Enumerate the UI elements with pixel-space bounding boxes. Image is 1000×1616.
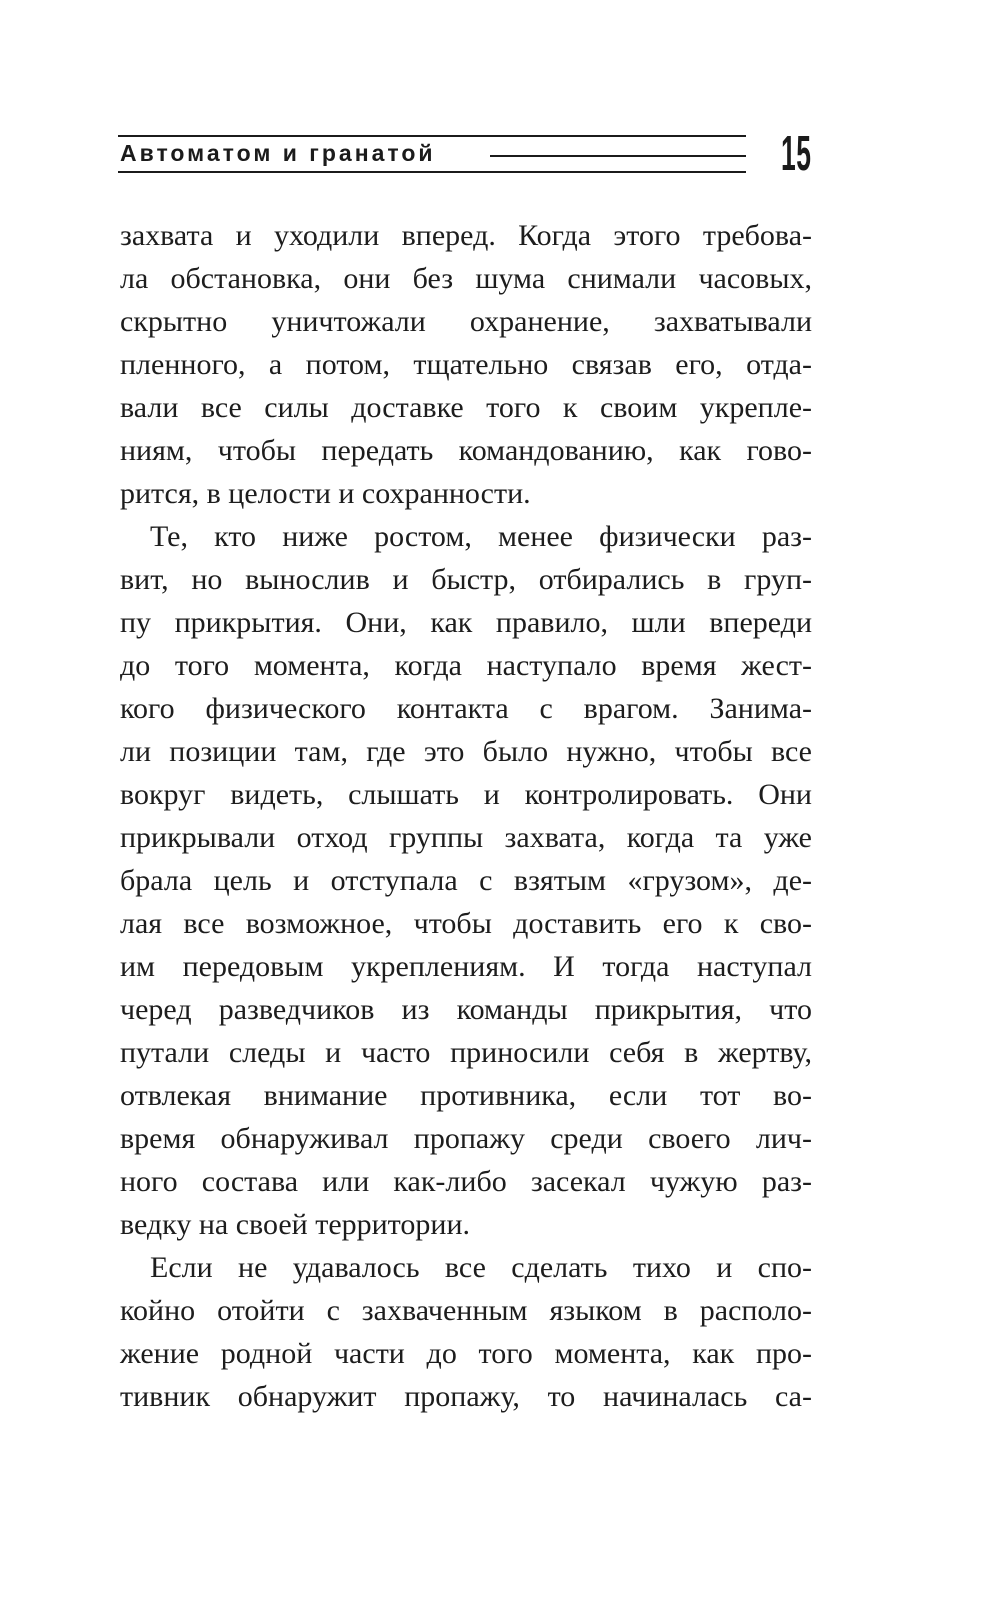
text-line: ли позиции там, где это было нужно, чтобы все xyxy=(120,735,812,768)
text-line: ного состава или как-либо засекал чужую раз- xyxy=(120,1165,812,1198)
page-header xyxy=(118,127,812,181)
text-line: брала цель и отступала с взятым «грузом», де- xyxy=(120,864,812,897)
text-line: жение родной части до того момента, как про- xyxy=(120,1337,812,1370)
text-line: ла обстановка, они без шума снимали часовых, xyxy=(120,262,812,295)
text-line: Те, кто ниже ростом, менее физически раз- xyxy=(150,520,812,553)
text-line: прикрывали отход группы захвата, когда та уже xyxy=(120,821,812,854)
text-line: путали следы и часто приносили себя в жертву, xyxy=(120,1036,812,1069)
text-line: койно отойти с захваченным языком в располо- xyxy=(120,1294,812,1327)
header-rule-bottom xyxy=(118,171,746,173)
text-line: вокруг видеть, слышать и контролировать. Они xyxy=(120,778,812,811)
text-line: отвлекая внимание противника, если тот во- xyxy=(120,1079,812,1112)
text-line: до того момента, когда наступало время жест- xyxy=(120,649,812,682)
text-line: им передовым укреплениям. И тогда наступал xyxy=(120,950,812,983)
text-line: пленного, а потом, тщательно связав его, отда- xyxy=(120,348,812,381)
page-number: 15 xyxy=(781,127,812,181)
running-title: Автоматом и гранатой xyxy=(120,140,436,166)
body-text xyxy=(120,214,812,1418)
header-rule-middle xyxy=(490,155,746,157)
text-line: Если не удавалось все сделать тихо и спо- xyxy=(150,1251,812,1284)
text-line: время обнаруживал пропажу среди своего лич- xyxy=(120,1122,812,1155)
text-line: пу прикрытия. Они, как правило, шли впереди xyxy=(120,606,812,639)
text-line: вит, но вынослив и быстр, отбирались в груп- xyxy=(120,563,812,596)
text-line: вали все силы доставке того к своим укрепле- xyxy=(120,391,812,424)
text-line: ниям, чтобы передать командованию, как гово- xyxy=(120,434,812,467)
text-line: черед разведчиков из команды прикрытия, что xyxy=(120,993,812,1026)
text-line: тивник обнаружит пропажу, то начиналась са- xyxy=(120,1380,812,1413)
text-line: кого физического контакта с врагом. Занима- xyxy=(120,692,812,725)
text-line: захвата и уходили вперед. Когда этого требова- xyxy=(120,219,812,252)
text-line: скрытно уничтожали охранение, захватывали xyxy=(120,305,812,338)
text-line: ведку на своей территории. xyxy=(120,1208,471,1241)
text-line: лая все возможное, чтобы доставить его к сво- xyxy=(120,907,812,940)
text-line: рится, в целости и сохранности. xyxy=(120,477,531,510)
